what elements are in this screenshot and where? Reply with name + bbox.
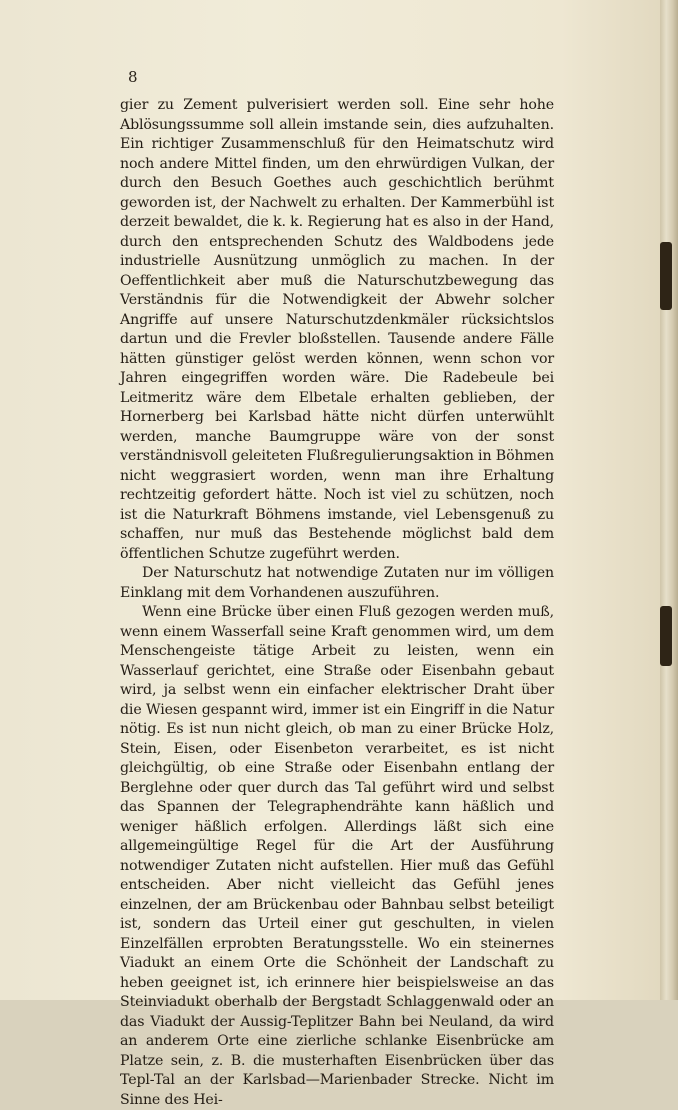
paragraph-2: Der Naturschutz hat notwendige Zutaten nur im völligen Einklang mit dem Vorhandenen auszuführen. [120, 565, 554, 601]
binding-edge [660, 0, 678, 1000]
page-number: 8 [128, 68, 138, 86]
binding-stitch [660, 606, 672, 666]
binding-stitch [660, 242, 672, 310]
paragraph-1: gier zu Zement pulverisiert werden soll. Eine sehr hohe Ablösungssumme soll allein imstande sein, dies aufzuhalten. Ein richtiger Zusammenschluß für den Heimatschutz wird noch andere Mittel finden, um den ehrwürdigen Vulkan, der durch den Besuch Goethes auch geschichtlich berühmt geworden ist, der Nachwelt zu erhalten. Der Kammerbühl ist derzeit bewaldet, die k. k. Regierung hat es also in der Hand, durch den entsprechenden Schutz des Waldbodens jede industrielle Ausnützung unmöglich zu machen. In der Oeffentlichkeit aber muß die Naturschutzbewegung das Verständnis für die Notwendigkeit der Abwehr solcher Angriffe auf unsere Naturschutzdenkmäler rücksichtslos dartun und die Frevler bloßstellen. Tausende andere Fälle hätten günstiger gelöst werden können, wenn schon vor Jahren eingegriffen worden wäre. Die Radebeule bei Leitmeritz wäre dem Elbetale erhalten geblieben, der Hornerberg bei Karlsbad hätte nicht dürfen unterwühlt werden, manche Baumgruppe wäre von der sonst verständnisvoll geleiteten Flußregulierungsaktion in Böhmen nicht weggrasiert worden, wenn man ihre Erhaltung rechtzeitig gefordert hätte. Noch ist viel zu schützen, noch ist die Naturkraft Böhmens imstande, viel Lebensgenuß zu schaffen, nur muß das Bestehende möglichst bald dem öffentlichen Schutze zugeführt werden. [120, 97, 554, 562]
body-text [120, 96, 554, 1110]
paragraph-3: Wenn eine Brücke über einen Fluß gezogen werden muß, wenn einem Wasserfall seine Kraft genommen wird, um dem Menschengeiste tätige Arbeit zu leisten, wenn ein Wasserlauf gerichtet, eine Straße oder Eisenbahn gebaut wird, ja selbst wenn ein einfacher elektrischer Draht über die Wiesen gespannt wird, immer ist ein Eingriff in die Natur nötig. Es ist nun nicht gleich, ob man zu einer Brücke Holz, Stein, Eisen, oder Eisenbeton verarbeitet, es ist nicht gleichgültig, ob eine Straße oder Eisenbahn entlang der Berglehne oder quer durch das Tal geführt wird und selbst das Spannen der Telegraphendrähte kann häßlich und weniger häßlich erfolgen. Allerdings läßt sich eine allgemeingültige Regel für die Art der Ausführung notwendiger Zutaten nicht aufstellen. Hier muß das Gefühl entscheiden. Aber nicht vielleicht das Gefühl jenes einzelnen, der am Brückenbau oder Bahnbau selbst beteiligt ist, sondern das Urteil einer gut geschulten, in vielen Einzelfällen erprobten Beratungsstelle. Wo ein steinernes Viadukt an einem Orte die Schönheit der Landschaft zu heben geeignet ist, ich erinnere hier beispielsweise an das Steinviadukt oberhalb der Bergstadt Schlaggenwald oder an das Viadukt der Aussig-Teplitzer Bahn bei Neuland, da wird an anderem Orte eine zierliche schlanke Eisenbrücke am Platze sein, z. B. die musterhaften Eisenbrücken über das Tepl-Tal an der Karlsbad—Marienbader Strecke. Nicht im Sinne des Hei- [120, 604, 554, 1108]
